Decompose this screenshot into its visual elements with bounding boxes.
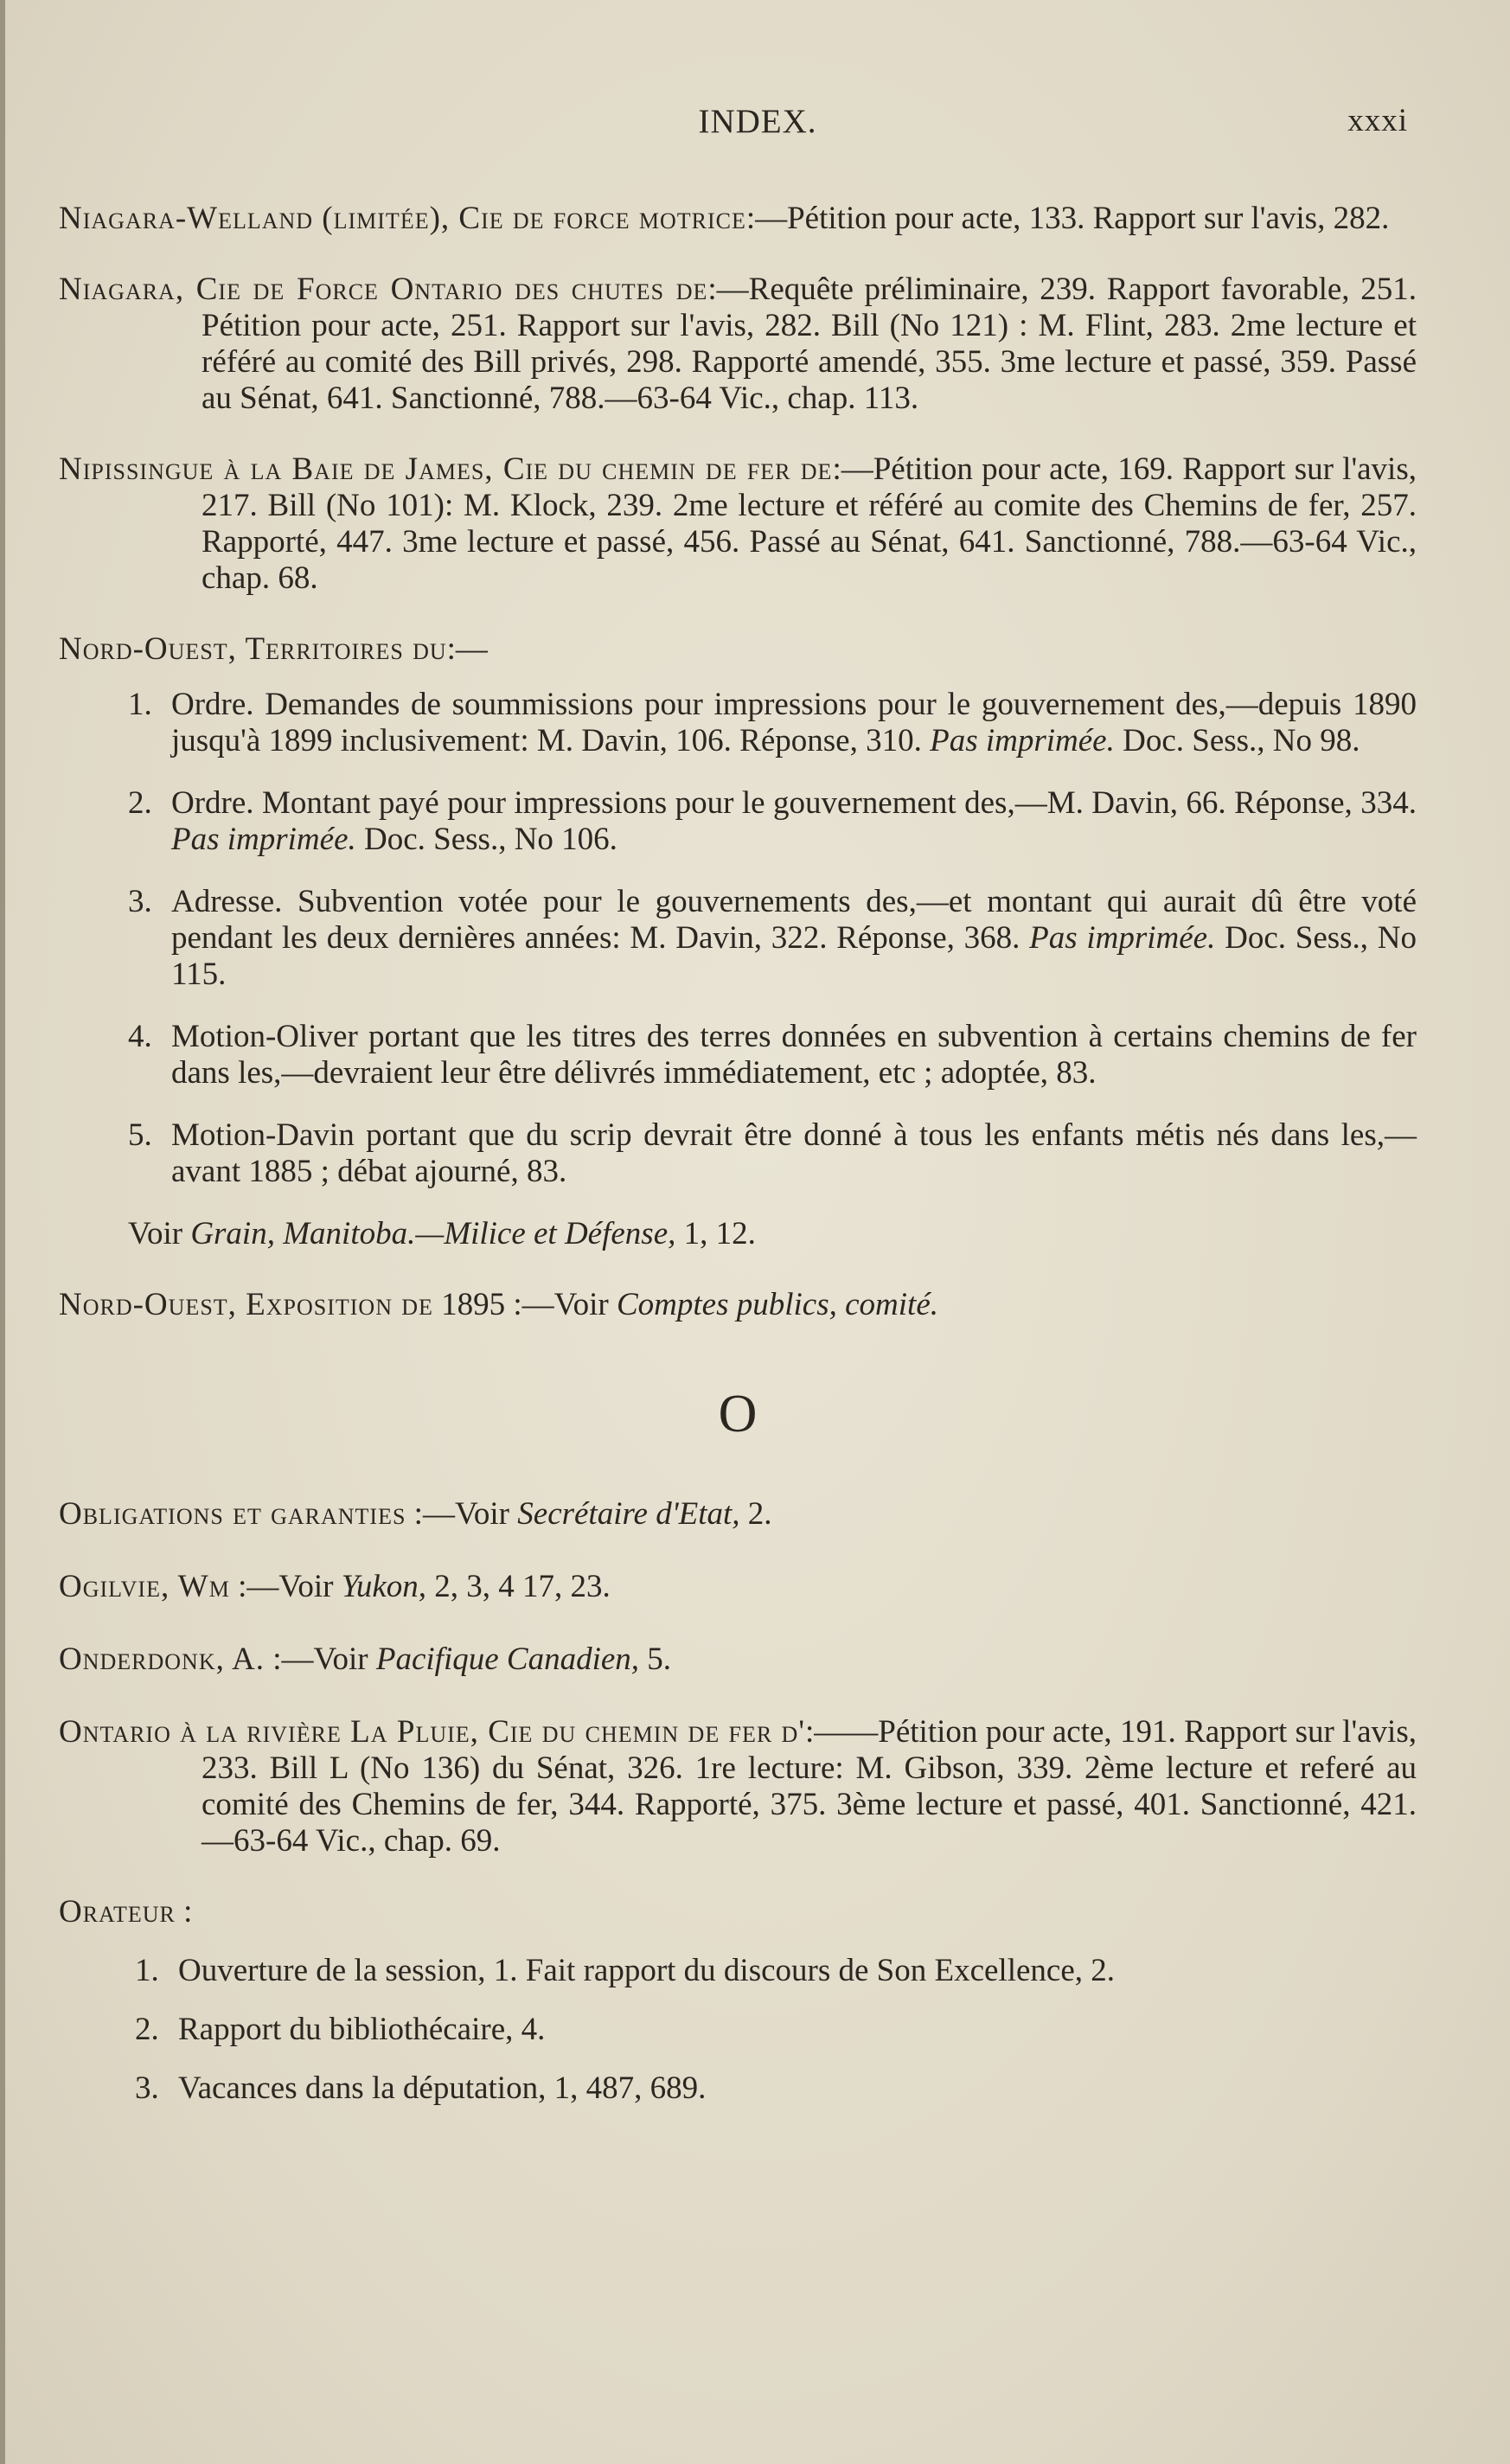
- entry-ogilvie: [59, 1569, 1417, 1605]
- item-text-end: Doc. Sess., No 106.: [355, 822, 617, 857]
- entry-heading: Nipissingue à la Baie de James, Cie du chemin de fer de: [59, 451, 833, 487]
- entry-heading: Niagara, Cie de Force Ontario des chutes de: [59, 272, 708, 307]
- entry-text: :—Voir: [406, 1496, 518, 1532]
- item-text: [171, 687, 1417, 759]
- entry-nord-ouest: [59, 631, 1417, 668]
- list-item: [128, 785, 1417, 858]
- entry-nipissingue: [59, 451, 1417, 597]
- entry-nord-ouest-exposition: [59, 1287, 1417, 1323]
- entry-heading: Onderdonk, A.: [59, 1642, 266, 1677]
- item-text: Rapport du bibliothécaire, 4.: [178, 2012, 546, 2047]
- voir-target: Yukon,: [341, 1569, 427, 1604]
- entry-heading: Ogilvie, Wm: [59, 1569, 230, 1604]
- item-text: Vacances dans la députation, 1, 487, 689.: [178, 2070, 707, 2106]
- entry-niagara-welland: [59, 201, 1417, 237]
- item-text-end: Doc. Sess., No 115.: [171, 920, 1417, 992]
- item-text: [171, 785, 1417, 858]
- item-number: 2.: [128, 785, 152, 821]
- voir-numbers: 5.: [639, 1642, 672, 1677]
- item-text-italic: Pas imprimée.: [930, 723, 1115, 758]
- list-item: [135, 2012, 1417, 2048]
- entry-text: :—: [446, 631, 488, 667]
- voir-target: Secrétaire d'Etat,: [517, 1496, 740, 1532]
- page-title: INDEX.: [698, 103, 817, 140]
- entry-text: :—Voir: [229, 1569, 342, 1604]
- item-text-end: Doc. Sess., No 98.: [1114, 723, 1360, 758]
- voir-label: Voir: [128, 1216, 191, 1251]
- list-item: [135, 2070, 1417, 2107]
- entry-ontario-pluie: [59, 1714, 1417, 1859]
- voir-target: Grain, Manitoba.—Milice et Défense,: [190, 1216, 676, 1251]
- item-number: 4.: [128, 1019, 152, 1054]
- cross-reference: [128, 1216, 1417, 1252]
- entry-heading: Nord-Ouest, Territoires du: [59, 631, 447, 667]
- running-head: [5, 102, 1510, 154]
- item-text: [171, 884, 1417, 993]
- entry-text: :—Voir: [265, 1642, 376, 1677]
- voir-numbers: 1, 12.: [675, 1216, 756, 1251]
- voir-target: Comptes publics, comité.: [616, 1287, 938, 1322]
- section-letter: O: [718, 1385, 758, 1443]
- entry-text: :: [175, 1894, 193, 1930]
- item-number: 1.: [128, 687, 152, 722]
- item-text-italic: Pas imprimée.: [1029, 920, 1216, 956]
- entry-obligations: [59, 1496, 1417, 1533]
- list-item: [135, 1953, 1417, 1989]
- entry-heading: Ontario à la rivière La Pluie, Cie du chemin de fer d': [59, 1714, 805, 1750]
- item-text: Motion-Oliver portant que les titres des terres données en subvention à certains chemins de fer dans les,—devraient leur être délivrés immédiatement, etc ; adoptée, 83.: [171, 1019, 1417, 1091]
- item-number: 2.: [135, 2012, 159, 2047]
- voir-target: Pacifique Canadien,: [375, 1642, 640, 1677]
- entry-heading: Niagara-Welland (limitée), Cie de force motrice: [59, 201, 746, 236]
- item-number: 5.: [128, 1117, 152, 1153]
- entry-text: :—Pétition pour acte, 169. Rapport sur l'avis, 217. Bill (No 101): M. Klock, 239. 2me lecture et référé au comite des Chemins de fer, 257. Rapporté, 447. 3me lecture et passé, 456. Passé au Sénat, 641. Sanctionné, 788.—63-64 Vic., chap. 68.: [202, 451, 1417, 596]
- item-text-main: Ordre. Montant payé pour impressions pour le gouvernement des,—M. Davin, 66. Réponse, 334.: [171, 785, 1417, 821]
- voir-numbers: 2, 3, 4 17, 23.: [426, 1569, 611, 1604]
- page-number: xxxi: [1347, 103, 1408, 138]
- entry-niagara-ontario: [59, 272, 1417, 417]
- list-item: [128, 884, 1417, 993]
- list-item: [128, 1117, 1417, 1190]
- item-text: Ouverture de la session, 1. Fait rapport du discours de Son Excellence, 2.: [178, 1953, 1116, 1988]
- item-text: Motion-Davin portant que du scrip devrait être donné à tous les enfants métis nés dans les,—avant 1885 ; débat ajourné, 83.: [171, 1117, 1417, 1189]
- item-number: 1.: [135, 1953, 159, 1988]
- entry-heading: Nord-Ouest, Exposition de: [59, 1287, 433, 1322]
- entry-onderdonk: [59, 1642, 1417, 1678]
- item-number: 3.: [128, 884, 152, 919]
- index-content: [59, 201, 1417, 2129]
- list-item: [128, 687, 1417, 759]
- entry-heading: Orateur: [59, 1894, 176, 1930]
- item-number: 3.: [135, 2070, 159, 2106]
- entry-text: :——Pétition pour acte, 191. Rapport sur l'avis, 233. Bill L (No 136) du Sénat, 326. 1re lecture: M. Gibson, 339. 2ème lecture et referé au comité des Chemins de fer, 344. Rapporté, 375. 3ème lecture et passé, 401. Sanctionné, 421.—63-64 Vic., chap. 69.: [202, 1714, 1417, 1859]
- voir-numbers: 2.: [739, 1496, 772, 1532]
- item-text-main: Ordre. Demandes de soummissions pour impressions pour le gouvernement des,—depuis 1890 jusqu'à 1899 inclusivement: M. Davin, 106. Réponse, 310.: [171, 687, 1417, 758]
- entry-heading: Obligations et garanties: [59, 1496, 406, 1532]
- list-item: [128, 1019, 1417, 1091]
- item-text-main: Adresse. Subvention votée pour le gouvernements des,—et montant qui aurait dû être voté pendant les deux dernières années: M. Davin, 322. Réponse, 368.: [171, 884, 1417, 956]
- entry-text: :—Pétition pour acte, 133. Rapport sur l'avis, 282.: [745, 201, 1390, 236]
- item-text-italic: Pas imprimée.: [171, 822, 356, 857]
- entry-text: 1895 :—Voir: [432, 1287, 617, 1322]
- entry-text: :—Requête préliminaire, 239. Rapport favorable, 251. Pétition pour acte, 251. Rapport sur l'avis, 282. Bill (No 121) : M. Flint, 283. 2me lecture et référé au comité des Bill privés, 298. Rapporté amendé, 355. 3me lecture et passé, 359. Passé au Sénat, 641. Sanctionné, 788.—63-64 Vic., chap. 113.: [202, 272, 1417, 416]
- entry-orateur: [59, 1894, 1417, 1930]
